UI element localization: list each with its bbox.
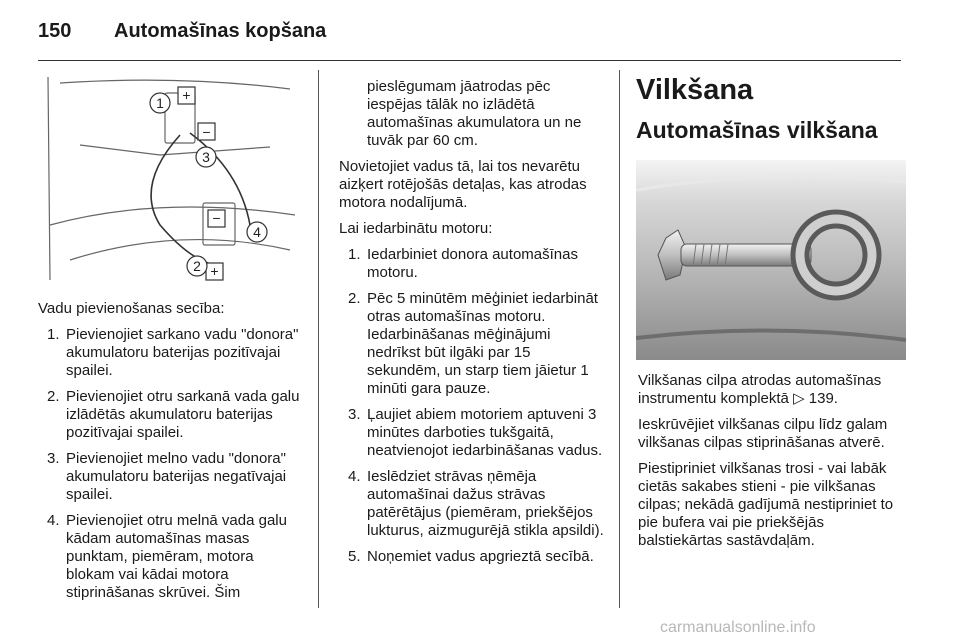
svg-text:−: − — [212, 210, 221, 226]
paragraph: Piestipriniet vilkšanas trosi - vai labāk cietās sakabes stieni - pie vilkšanas cilpas; nekādā gadījumā nestipriniet to pie bufera vai pie priekšējās balstiekārtas sastāvdaļām. — [638, 460, 894, 549]
svg-text:+: + — [182, 87, 191, 103]
callout-1: 1 — [156, 95, 164, 111]
continuation-text: pieslēgumam jāatrodas pēc iespējas tālāk no izlādētā automašīnas akumulatora un ne tuvāk par 60 cm. — [367, 78, 582, 149]
list-item: 4. Pievienojiet otru melnā vada galu kādam automašīnas masas punktam, piemēram, motora blokam vai kādai motora stiprināšanas skrūvei. Šim — [47, 512, 287, 601]
column-divider-right — [619, 70, 620, 608]
list-item: 2. Pievienojiet otru sarkanā vada galu izlādētās akumulatoru baterijas pozitīvajai spailei. — [47, 388, 300, 441]
column-middle — [339, 78, 607, 574]
intro-text: Vadu pievienošanas secība: — [38, 300, 225, 317]
header-rule — [38, 60, 901, 61]
column-divider-left — [318, 70, 319, 608]
callout-4: 4 — [253, 224, 261, 240]
section-title: Automašīnas kopšana — [114, 20, 327, 42]
connection-steps — [38, 326, 304, 602]
heading-towing: Vilkšana — [636, 74, 754, 106]
list-item: 1. Iedarbiniet donora automašīnas motoru. — [348, 246, 578, 281]
callout-2: 2 — [193, 258, 201, 274]
paragraph: Lai iedarbinātu motoru: — [339, 220, 493, 237]
list-item: 1. Pievienojiet sarkano vadu "donora" akumulatoru baterijas pozitīvajai spailei. — [47, 326, 299, 379]
paragraph: Novietojiet vadus tā, lai tos nevarētu aizķert rotējošās detaļas, kas atrodas motora nodalījumā. — [339, 158, 587, 211]
watermark: carmanualsonline.info — [660, 619, 816, 636]
jump-start-illustration — [40, 75, 302, 285]
callout-3: 3 — [202, 149, 210, 165]
list-item: 4. Ieslēdziet strāvas ņēmēja automašīnai dažus strāvas patērētājus (piemēram, priekšējos lukturus, aizmugurējā stikla apsildi). — [348, 468, 604, 539]
paragraph: Ieskrūvējiet vilkšanas cilpu līdz galam vilkšanas cilpas stiprināšanas atverē. — [638, 416, 888, 451]
svg-text:−: − — [202, 124, 211, 140]
list-item: 3. Pievienojiet melno vadu "donora" akumulatoru baterijas negatīvajai spailei. — [47, 450, 287, 503]
heading-vehicle-towing: Automašīnas vilkšana — [636, 117, 878, 143]
list-item: 2. Pēc 5 minūtēm mēģiniet iedarbināt otras automašīnas motoru. Iedarbināšanas mēģinājumi nedrīkst būt ilgāki par 15 sekundēm, un starp tiem jāietur 1 minūti gara pauze. — [348, 290, 598, 397]
page-number: 150 — [38, 20, 72, 42]
column-right — [638, 372, 904, 558]
start-steps — [339, 246, 607, 566]
list-item: 5. Noņemiet vadus apgrieztā secībā. — [348, 548, 594, 565]
paragraph: Vilkšanas cilpa atrodas automašīnas instrumentu komplektā ▷ 139. — [638, 372, 882, 407]
column-left — [38, 300, 304, 610]
svg-text:+: + — [210, 263, 219, 279]
list-item: 3. Ļaujiet abiem motoriem aptuveni 3 minūtes darboties tukšgaitā, neatvienojot iedarbināšanas vadus. — [348, 406, 603, 459]
towing-eye-photo — [636, 160, 906, 360]
